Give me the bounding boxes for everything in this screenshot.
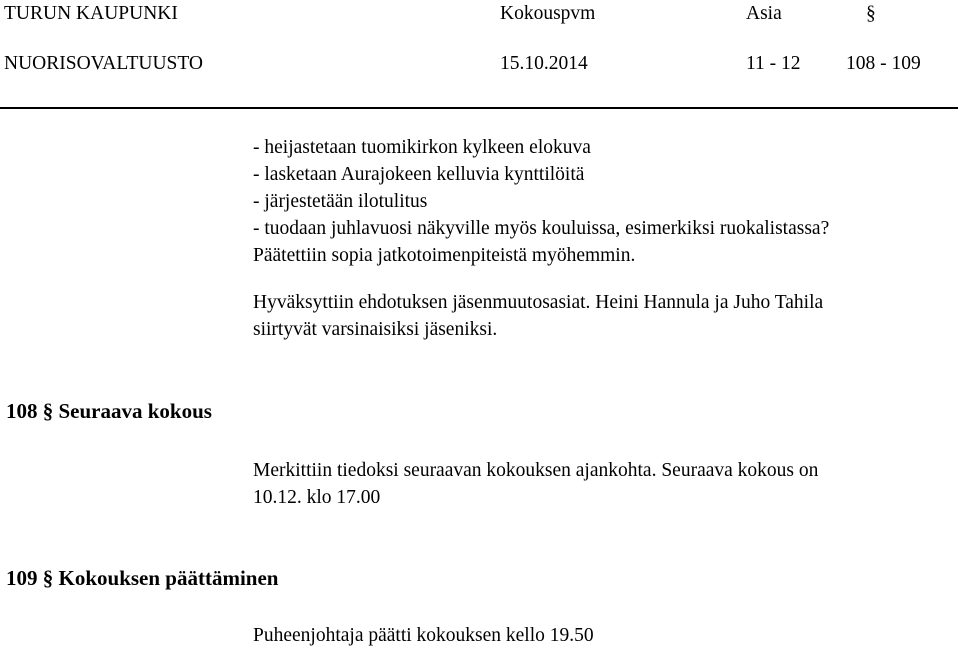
list-item: - heijastetaan tuomikirkon kylkeen elokuva xyxy=(253,137,591,158)
section-number: 109 xyxy=(6,566,38,590)
section-title: Kokouksen päättäminen xyxy=(58,566,279,590)
paragraph-line: Merkittiin tiedoksi seuraavan kokouksen ajankohta. Seuraava kokous on xyxy=(253,460,819,481)
discussion-paragraph xyxy=(253,134,829,269)
decision-paragraph xyxy=(253,289,823,343)
section-symbol: § xyxy=(42,399,54,423)
list-item: - tuodaan juhlavuosi näkyville myös kouluissa, esimerkiksi ruokalistassa? xyxy=(253,218,830,239)
item-label: Asia xyxy=(746,3,782,24)
section-symbol: § xyxy=(42,566,54,590)
list-item: - lasketaan Aurajokeen kelluvia kynttilöitä xyxy=(253,164,585,185)
meeting-date: 15.10.2014 xyxy=(500,53,588,74)
item-range: 11 - 12 xyxy=(746,53,801,74)
section-109-text xyxy=(253,622,594,649)
section-heading-108 xyxy=(6,401,212,422)
section-number: 108 xyxy=(6,399,38,423)
section-title: Seuraava kokous xyxy=(58,399,212,423)
section-heading-109 xyxy=(6,568,278,589)
section-range: 108 - 109 xyxy=(846,53,921,74)
header-divider xyxy=(0,107,958,109)
section-symbol: § xyxy=(866,3,876,24)
meeting-date-label: Kokouspvm xyxy=(500,3,596,24)
paragraph-line: Päätettiin sopia jatkotoimenpiteistä myöhemmin. xyxy=(253,245,636,266)
list-item: - järjestetään ilotulitus xyxy=(253,191,428,212)
section-108-text xyxy=(253,457,818,511)
paragraph-line: Hyväksyttiin ehdotuksen jäsenmuutosasiat. Heini Hannula ja Juho Tahila xyxy=(253,292,824,313)
paragraph-line: 10.12. klo 17.00 xyxy=(253,487,381,508)
organization-name: TURUN KAUPUNKI xyxy=(4,3,178,24)
paragraph-line: Puheenjohtaja päätti kokouksen kello 19.50 xyxy=(253,625,594,646)
paragraph-line: siirtyvät varsinaisiksi jäseniksi. xyxy=(253,319,498,340)
department-name: NUORISOVALTUUSTO xyxy=(4,53,204,74)
